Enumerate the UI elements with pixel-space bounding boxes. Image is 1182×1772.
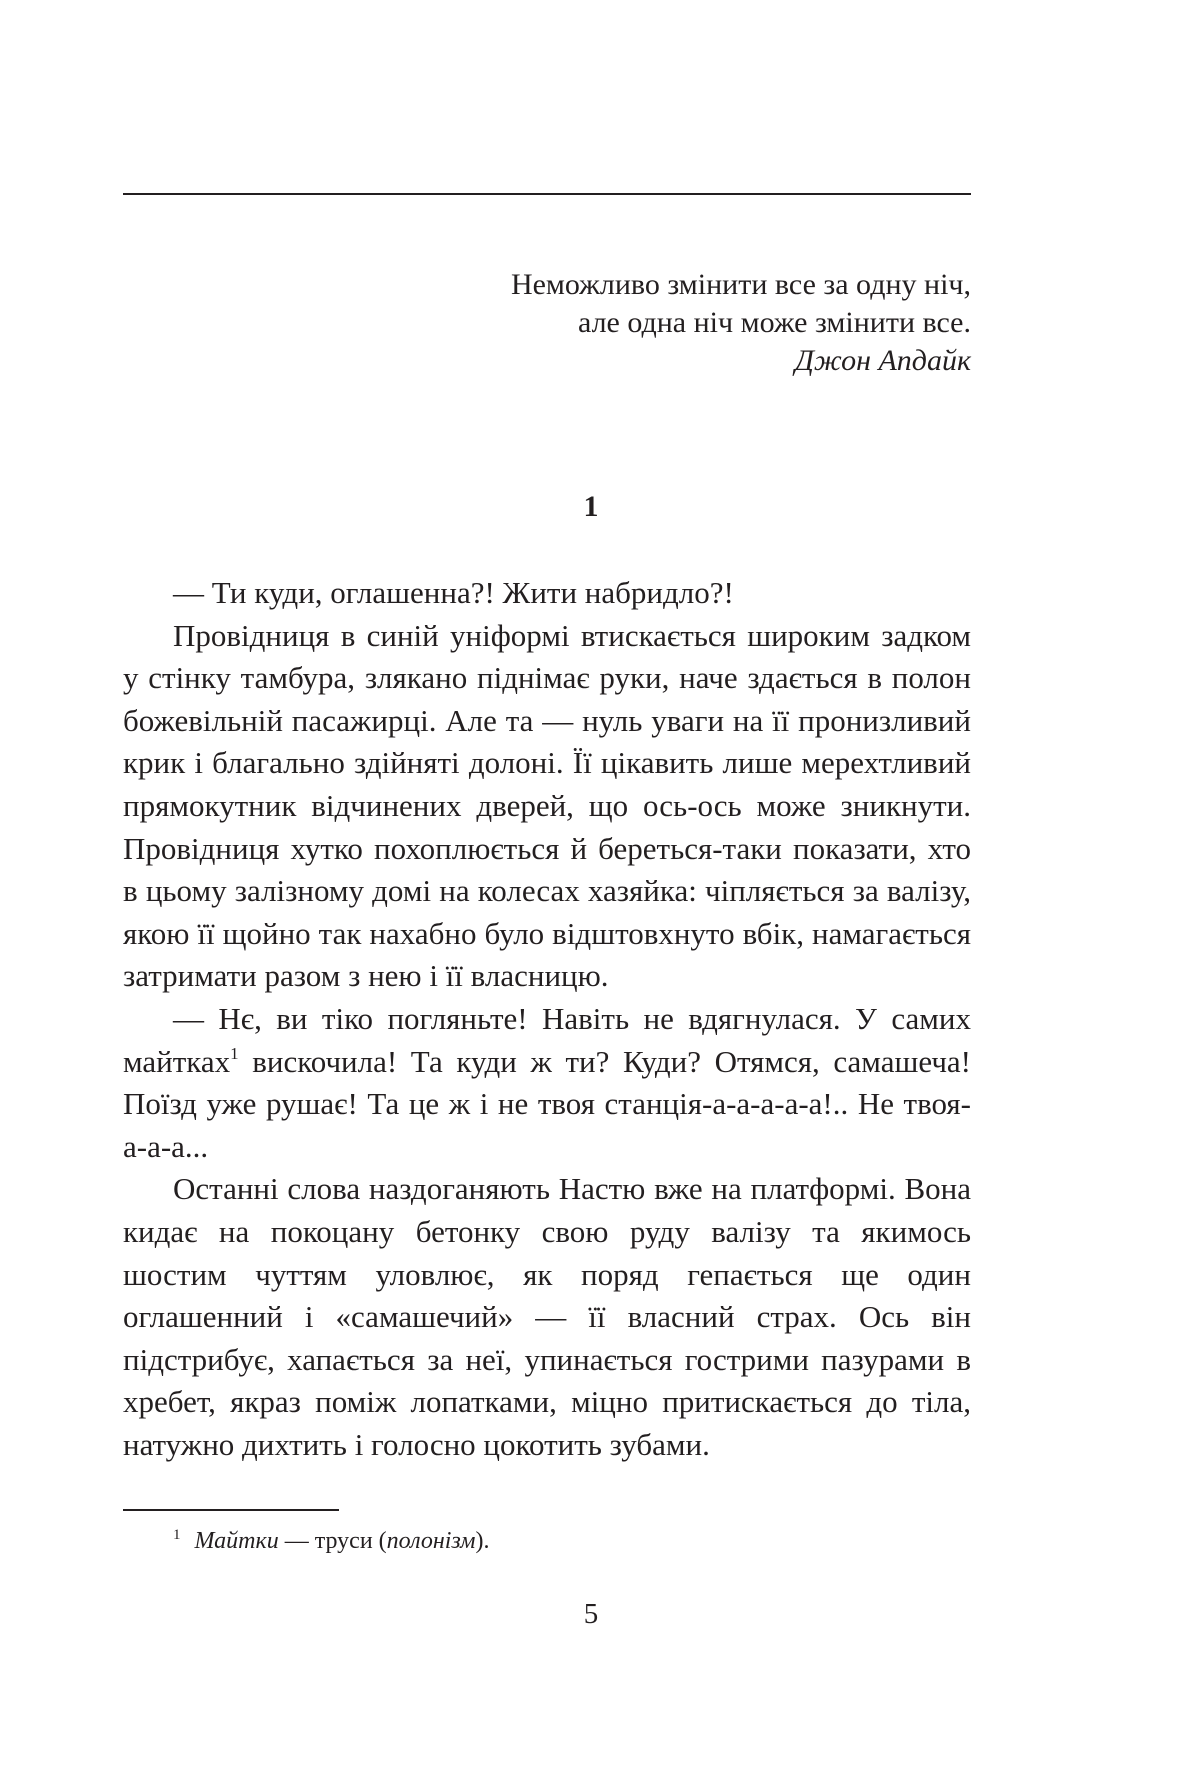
epigraph-line-1: Неможливо змінити все за одну ніч,: [510, 268, 971, 301]
paragraph-2: Провідниця в синій уніформі втискається широким задком у стінку тамбура, злякано піднімає руки, наче здається в полон божевільній пасажирці. Але та — нуль уваги на її пронизливий крик і благально здійняті долоні. Її цікавить лише мерехтливий прямокутник відчинених дверей, що ось-ось може зникнути. Провідниця хутко похоплюється й береться-таки показати, хто в цьому залізному домі на колесах хазяйка: чіпляється за валізу, якою її щойно так нахабно було відштовхнуто вбік, намагається затримати разом з нею і її власницю.: [123, 617, 971, 994]
paragraph-3-part-2: вискочила! Та куди ж ти? Куди? Отямся, самашеча! Поїзд уже рушає! Та це ж і не твоя станція-а-а-а-а-а!.. Не твоя-а-а-а...: [123, 1043, 971, 1164]
paragraph-4: Останні слова наздоганяють Настю вже на платформі. Вона кидає на покоцану бетонку свою руду валізу та якимось шостим чуттям уловлює, як поряд гепається ще один оглашенний і «самашечий» — її власний страх. Ось він підстрибує, хапається за неї, упинається гострими пазурами в хребет, якраз поміж лопатками, міцно притискається до тіла, натужно дихтить і голосно цокотить зубами.: [123, 1171, 971, 1462]
footnote-reference[interactable]: 1: [230, 1043, 239, 1063]
footnote-dash-text: — труси (: [278, 1528, 387, 1554]
footnote-rule: [123, 1509, 339, 1511]
epigraph: [411, 266, 971, 380]
epigraph-author: Джон Апдайк: [794, 344, 971, 377]
header-rule: [123, 193, 971, 195]
paragraph-3: [123, 998, 971, 1168]
chapter-number: 1: [583, 490, 599, 523]
page-number: 5: [583, 1598, 599, 1630]
footnote-note: полонізм: [386, 1528, 476, 1554]
footnote-term: Майтки: [194, 1528, 279, 1554]
footnote-mark: 1: [173, 1527, 181, 1543]
epigraph-line-2: але одна ніч може змінити все.: [577, 306, 971, 339]
footnote-end: ).: [475, 1528, 490, 1554]
paragraph-3-part-1: — Нє, ви тіко погляньте! Навіть не вдягнулася. У самих майтках: [123, 1000, 971, 1079]
footnote: [173, 1526, 490, 1556]
body-text: [123, 572, 971, 1466]
paragraph-1: — Ти куди, оглашенна?! Жити набридло?!: [173, 575, 734, 610]
